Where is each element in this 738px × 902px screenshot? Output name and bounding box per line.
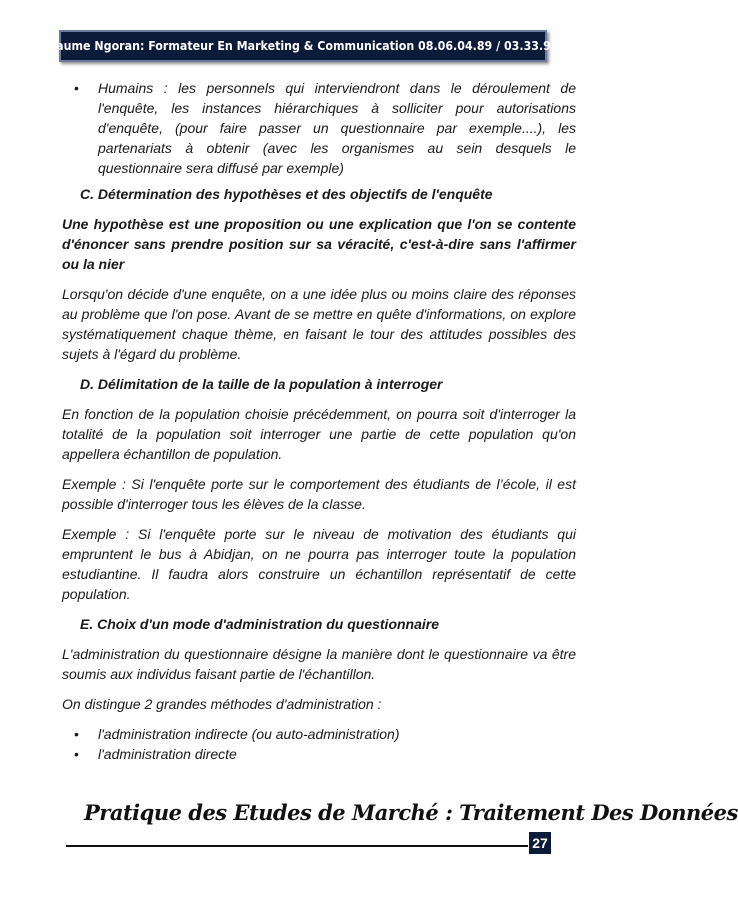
list-item: • Humains : les personnels qui interviendront dans le déroulement de l'enquête, les instances hiérarchiques à solliciter pour autorisations d'enquête, (pour faire passer un questionnaire par exemple....), les partenariats à obtenir (avec les organismes au sein desquels le questionnaire sera diffusé par exemple) xyxy=(62,78,576,178)
bullet-list-top xyxy=(62,78,576,178)
paragraph-administration: L'administration du questionnaire désigne la manière dont le questionnaire va être soumis aux individus faisant partie de l'échantillon. xyxy=(62,646,576,682)
section-heading-d: D. Délimitation de la taille de la population à interroger xyxy=(80,376,443,392)
footer-divider xyxy=(66,845,528,847)
bullet-list-bottom xyxy=(62,724,576,764)
header-banner xyxy=(27,30,579,62)
section-heading-c: C. Détermination des hypothèses et des objectifs de l'enquête xyxy=(80,186,493,202)
page-number-badge: 27 xyxy=(529,832,551,854)
footer-title: Pratique des Etudes de Marché : Traitement Des Données xyxy=(84,800,738,825)
page-content xyxy=(62,78,576,770)
paragraph-distingue: On distingue 2 grandes méthodes d'administration : xyxy=(62,696,382,712)
paragraph-exemple-2: Exemple : Si l'enquête porte sur le niveau de motivation des étudiants qui empruntent le bus à Abidjan, on ne pourra pas interroger toute la population estudiantine. Il faudra alors construire un échantillon représentatif de cette population. xyxy=(62,526,576,602)
paragraph-exemple-1: Exemple : Si l'enquête porte sur le comportement des étudiants de l’école, il est possible d'interroger tous les élèves de la classe. xyxy=(62,476,576,512)
hypothesis-definition: Une hypothèse est une proposition ou une explication que l'on se contente d'énoncer sans prendre position sur sa véracité, c'est-à-dire sans l'affirmer ou la nier xyxy=(62,216,576,272)
paragraph-lorsqu: Lorsqu'on décide d'une enquête, on a une idée plus ou moins claire des réponses au problème que l'on pose. Avant de se mettre en quête d'informations, on explore systématiquement chaque thème, en faisant le tour des attitudes possibles des sujets à l'égard du problème. xyxy=(62,286,576,362)
list-item: • l'administration directe xyxy=(62,744,576,764)
section-heading-e: E. Choix d'un mode d'administration du questionnaire xyxy=(80,616,440,632)
header-banner-text: Guillaume Ngoran: Formateur En Marketing & Communication 08.06.04.89 / 03.33.92.09 xyxy=(27,39,579,53)
list-item: • l'administration indirecte (ou auto-administration) xyxy=(62,724,576,744)
paragraph-fonction: En fonction de la population choisie précédemment, on pourra soit d'interroger la totalité de la population soit interroger une partie de cette population qu'on appellera échantillon de population. xyxy=(62,406,576,462)
